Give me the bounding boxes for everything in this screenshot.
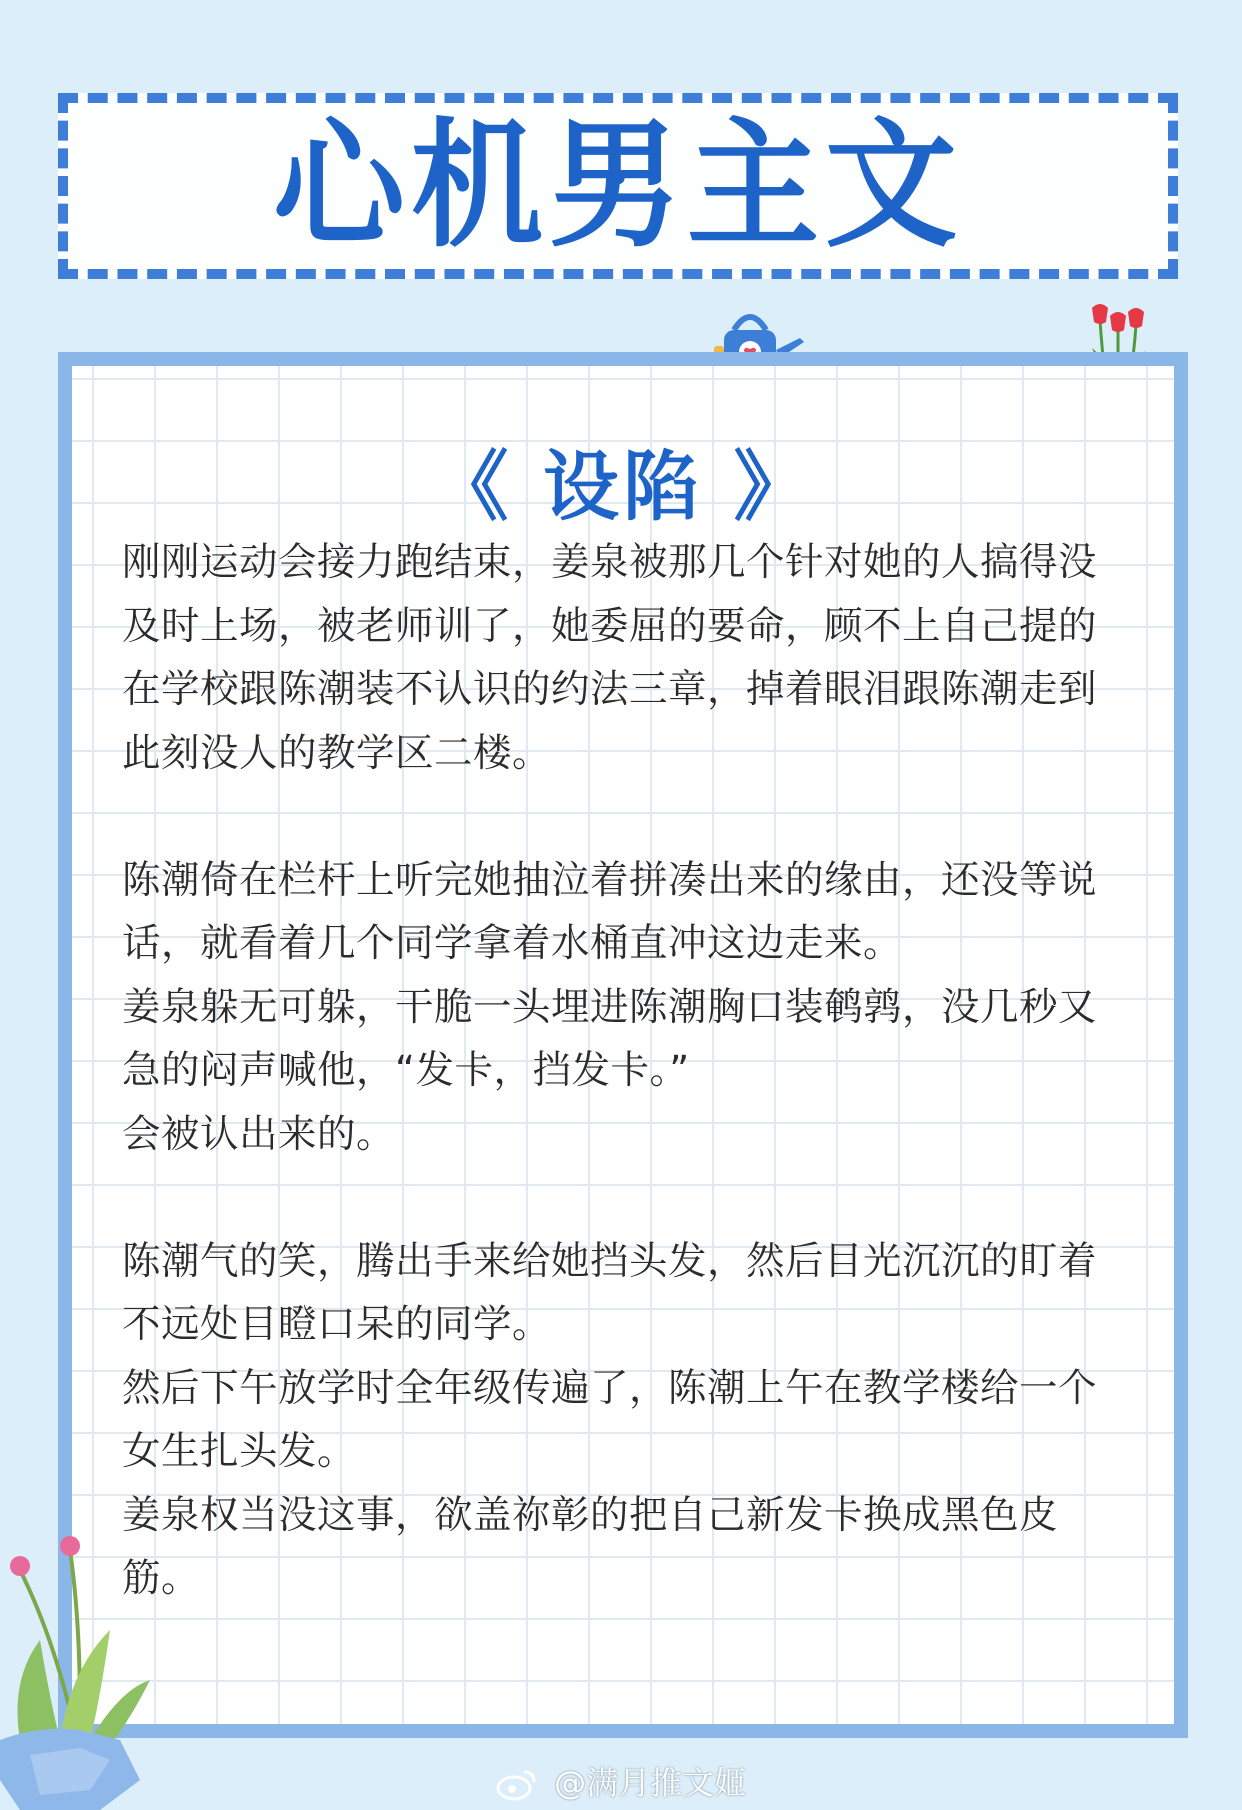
story-title: 《 设陷 》 <box>432 442 814 531</box>
story-paragraph-5: 陈潮气的笑，腾出手来给她挡头发，然后目光沉沉的盯着不远处目瞪口呆的同学。 <box>122 1238 1098 1347</box>
title-banner <box>58 93 1178 279</box>
story-paragraph-7: 姜泉权当没这事，欲盖祢彰的把自己新发卡换成黑色皮筋。 <box>122 1492 1059 1601</box>
weibo-watermark <box>0 1758 1242 1804</box>
page-title: 心机男主文 <box>273 105 963 267</box>
story-paragraph-3: 姜泉躲无可躲，干脆一头埋进陈潮胸口装鹌鹑，没几秒又急的闷声喊他，“发卡，挡发卡。” <box>122 984 1098 1093</box>
story-paragraph-1: 刚刚运动会接力跑结束，姜泉被那几个针对她的人搞得没及时上场，被老师训了，她委屈的要命，顾不上自己提的在学校跟陈潮装不认识的约法三章，掉着眼泪跟陈潮走到此刻没人的教学区二楼。 <box>122 540 1098 776</box>
story-paragraph-2: 陈潮倚在栏杆上听完她抽泣着拼凑出来的缘由，还没等说话，就看着几个同学拿着水桶直冲这边走来。 <box>122 857 1098 966</box>
watermark-text: @满月推文姬 <box>554 1764 747 1802</box>
weibo-icon <box>496 1768 538 1802</box>
grid-paper-card <box>58 352 1188 1738</box>
story-body <box>122 531 1132 1611</box>
story-paragraph-6: 然后下午放学时全年级传遍了，陈潮上午在教学楼给一个女生扎头发。 <box>122 1365 1098 1474</box>
story-paragraph-4: 会被认出来的。 <box>122 1111 396 1157</box>
paragraph-gap <box>122 785 1132 849</box>
paragraph-gap <box>122 1166 1132 1230</box>
